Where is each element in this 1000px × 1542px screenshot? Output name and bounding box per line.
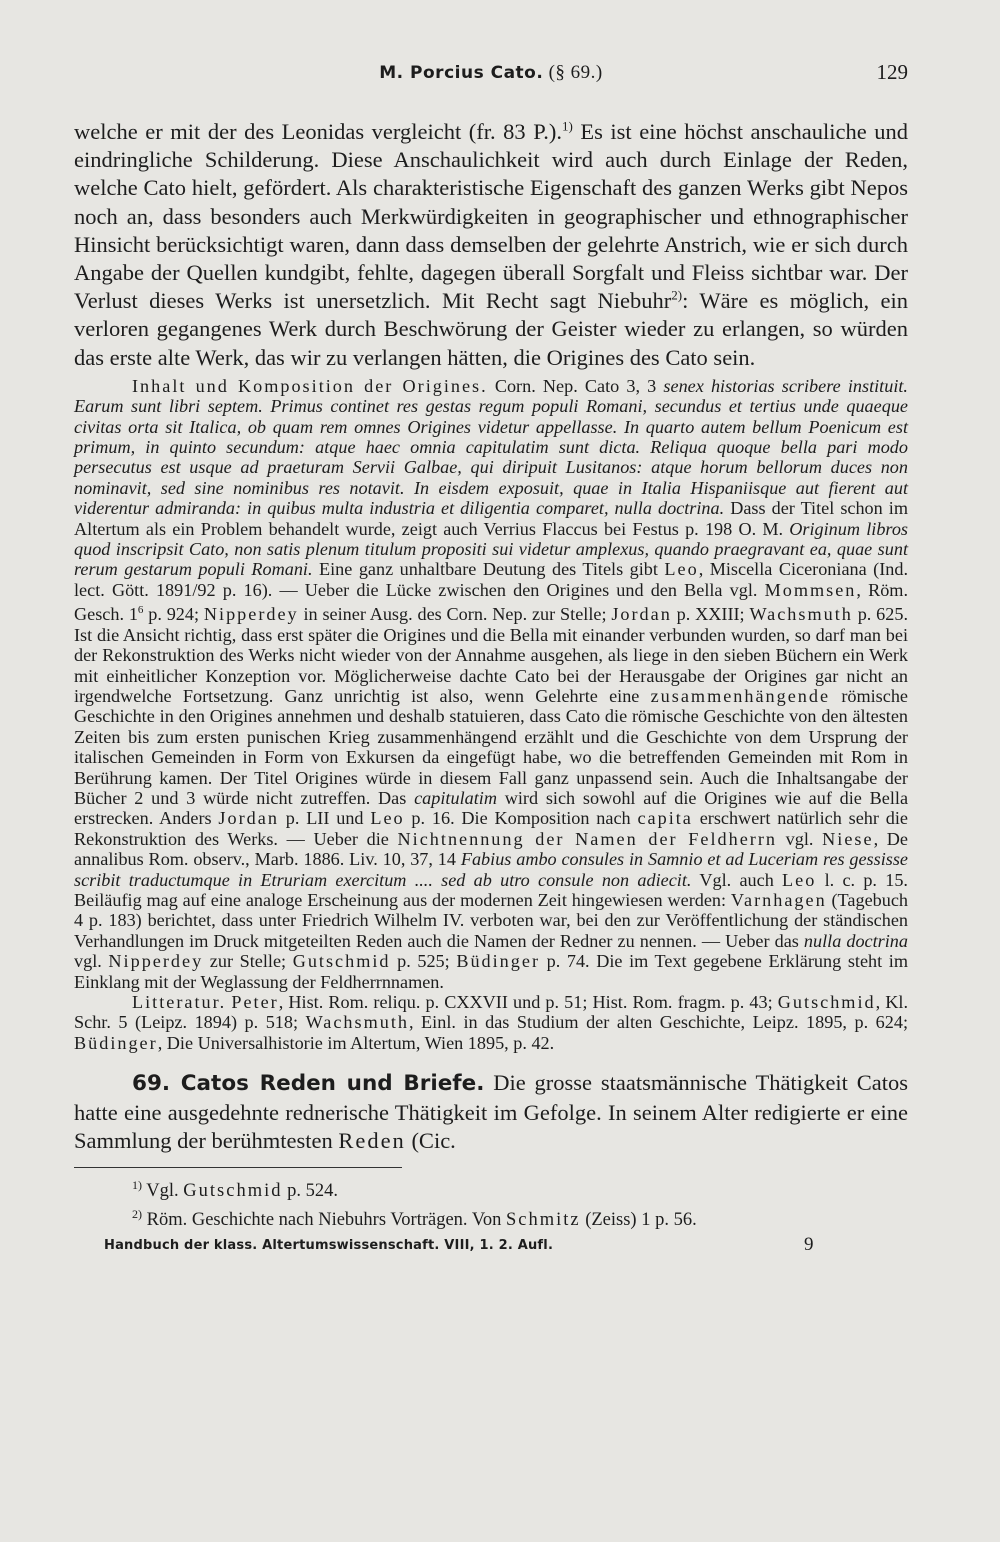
main-text-2: Es ist eine höchst anschauliche und eindringliche Schilderung. Diese Anschaulichkeit wird auch durch Einlage der Reden, welche Cato hielt, gefördert. Als charakteristische Eigenschaft des ganzen Werks gibt Nepos noch an, dass besonders auch Merkwürdigkeiten in geographischer und ethnographischer Hinsicht berücksichtigt waren, dann dass demselben der gelehrte Anstrich, wie er sich durch Angabe der Quellen kundgibt, fehlte, dagegen überall Sorgfalt und Fleiss sichtbar war. Der Verlust dieses Werks ist unersetzlich. Mit Recht sagt Niebuhr (74, 119, 908, 314)
note-text: (Tagebuch 4 p. 183) berichtet, dass unter Friedrich Wilhelm IV. verboten war, bei den zur Veröffentlichung der ständischen Verhandlungen im Druck mitgeteilten Reden auch die Namen der Redner zu nennen. — Ueber das (74, 890, 908, 951)
note-text: , Die Universalhistorie im Altertum, Wien 1895, p. 42. (157, 1032, 555, 1053)
author-name: Leo (370, 808, 405, 829)
author-name: Peter (231, 992, 279, 1013)
author-name: Wachsmuth (305, 1012, 409, 1033)
section-text: Die grosse staatsmännische Thätigkeit Catos hatte eine ausgedehnte rednerische Thätigkeit im Gefolge. In seinem Alter redigierte er eine Sammlung der berühmtesten (74, 1070, 908, 1153)
author-name: Leo (782, 869, 817, 890)
author-name: Büdinger (74, 1032, 158, 1053)
footnote-1 (132, 1174, 908, 1203)
emphasis-spaced: Nichtnennung der Namen der Feldherrn (397, 828, 777, 849)
note-text: , Kl. Schr. 5 (Leipz. 1894) p. 518; (74, 992, 909, 1033)
footnote-text: Röm. Geschichte nach Niebuhrs Vorträgen. Von (142, 1210, 506, 1231)
footnote-text: p. 524. (282, 1181, 338, 1202)
note-text: p. 74. Die im Text gegebene Erklärung steht im Einklang mit der Weglassung der Feldherrnnamen. (74, 951, 908, 992)
note-text: , Miscella Ciceroniana (Ind. lect. Gött. 1891/92 p. 16). — Ueber die Lücke zwischen den Origines und den Bella vgl. (74, 559, 909, 600)
running-head (74, 58, 908, 92)
footnote-mark: 2) (132, 1207, 142, 1222)
author-name: Varnhagen (730, 890, 827, 911)
emphasis-spaced: capita (637, 808, 693, 829)
running-title-name: M. Porcius Cato. (379, 63, 544, 83)
note-text: , Einl. in das Studium der alten Geschichte, Leipz. 1895, p. 624; (408, 1012, 908, 1033)
note-block (74, 376, 908, 1053)
author-name: Nipperdey (203, 604, 299, 625)
note-text: , De annalibus Rom. observ., Marb. 1886. Liv. 10, 37, 14 (74, 828, 908, 870)
footnote-text: (Zeiss) 1 p. 56. (580, 1210, 697, 1231)
author-name: Jordan (218, 808, 279, 829)
section-heading: 69. Catos Reden und Briefe. (132, 1071, 485, 1097)
section-69 (74, 1069, 908, 1155)
note-text: zur Stelle; (203, 951, 293, 972)
note-quote: Fabius ambo consules in Samnio et ad Luceriam res gessisse scribit traductumque in Etruriam exercitum .... sed ab utro consule non adiecit. (74, 849, 908, 890)
signature-mark: 9 (804, 1234, 814, 1256)
author-name: Niese (822, 828, 874, 849)
note-text: , Röm. Gesch. 1 (74, 579, 908, 625)
author-name: Nipperdey (108, 951, 204, 972)
note-text: p. 625. Ist die Ansicht richtig, dass erst später die Origines und die Bella mit einander verbunden wurden, so darf man bei der Rekonstruktion des Werks nicht wieder von der Annahme ausgehen, als liege in den sieben Büchern ein Werk mit einheitlicher Konzeption vor. Möglicherweise dachte Cato bei der Herausgabe der Origines gar nicht an irgendwelche Fortsetzung. Ganz unrichtig ist also, wenn Gelehrte eine (74, 604, 908, 706)
note-text: Dass der Titel schon im Altertum als ein Problem behandelt wurde, zeigt auch Verrius Flaccus bei Festus p. 198 O. M. (74, 498, 908, 539)
edition-superscript: 6 (137, 604, 144, 617)
author-name: Jordan (611, 604, 672, 625)
footnote-mark: 1) (132, 1177, 142, 1192)
note-text: p. 16. Die Komposition nach (404, 808, 638, 829)
running-title-section: (§ 69.) (543, 62, 603, 83)
note-text: vgl. (776, 828, 823, 849)
note-quote: Originum libros quod inscripsit Cato, non satis plenum titulum propositi sui videtur amplexus, quando praegravant ea, quae sunt rerum gestarum populi Romani. (74, 518, 908, 580)
author-name: Wachsmuth (749, 604, 853, 625)
note-text: römische Geschichte in den Origines annehmen und deshalb statuieren, dass Cato die römische Geschichte von den ältesten Zeiten bis zum ersten punischen Krieg zusammenhängend erzählt und die Geschichte von dem Ursprung der italischen Gemeinden in Form von Exkursen da eingefügt habe, wo die betreffenden Gemeinden mit Rom in Berührung kamen. Der Titel Origines würde in diesem Fall ganz unpassend sein. Auch die Inhaltsangabe der Bücher 2 und 3 würde nicht zutreffen. Das (74, 685, 908, 809)
main-text-3: : Wäre es möglich, ein verloren gegangenes Werk durch Beschwörung der Geister wieder zu erlangen, so würden das erste alte Werk, das wir zu verlangen hätten, die Origines des Cato sein. (74, 288, 908, 370)
note-text: l. c. p. 15. Beiläufig mag auf eine analoge Erscheinung aus der modernen Zeit hingewiesen werden: (74, 869, 908, 911)
page (74, 58, 908, 1258)
note-text: , Hist. Rom. reliqu. p. CXXVII und p. 51; Hist. Rom. fragm. p. 43; (278, 992, 778, 1013)
running-title (74, 62, 908, 84)
author-name: Gutschmid (292, 951, 391, 972)
emphasis-spaced: Reden (338, 1127, 406, 1153)
main-text-1: welche er mit der des Leonidas vergleicht (fr. 83 P.). (74, 119, 562, 144)
footnote-2 (132, 1203, 908, 1232)
imprint-line: Handbuch der klass. Altertumswissenschaft. VIII, 1. 2. Aufl. (104, 1238, 554, 1254)
note-text: Eine ganz unhaltbare Deutung des Titels gibt (312, 559, 665, 580)
note-text: wird sich sowohl auf die Origines wie auf die Bella erstrecken. Anders (74, 788, 909, 829)
section-text: (Cic. (405, 1127, 456, 1153)
main-paragraph (74, 118, 908, 372)
note-text: vgl. (74, 951, 109, 972)
literature-heading: Litteratur. (132, 992, 227, 1013)
note-text: p. 525; (390, 951, 457, 972)
note-quote: senex historias scribere instituit. Earum sunt libri septem. Primus continet res gestas regum populi Romani, secundus et tertius unde quaeque civitas orta sit Italica, ob quam rem omnes Origines videtur appellasse. In quarto autem bellum Poenicum est primum, in quinto secundum: atque haec omnia capitulatim sunt dicta. Reliqua quoque bella pari modo persecutus est usque ad praeturam Servii Galbae, qui diripuit Lusitanos: atque horum bellorum duces non nominavit, sed sine nominibus res notavit. In eisdem exposuit, quae in Italia Hispaniisque aut fierent aut viderentur admiranda: in quibus multa industria et diligentia comparet, nulla doctrina. (74, 375, 908, 519)
author-name: Büdinger (456, 951, 541, 972)
author-name: Schmitz (505, 1210, 581, 1231)
note-text: Vgl. auch (691, 869, 783, 890)
footnote-text: Vgl. (142, 1181, 184, 1202)
emphasis-spaced: zusammenhängende (650, 685, 831, 706)
note-text: in seiner Ausg. des Corn. Nep. zur Stelle; (298, 604, 612, 625)
author-name: Leo (664, 559, 699, 580)
note-quote: capitulatim (414, 788, 497, 809)
note-content-composition (74, 376, 908, 992)
note-quote: nulla doctrina (803, 930, 908, 951)
footnote-rule (74, 1167, 402, 1168)
footnote-ref-2[interactable]: 2) (671, 287, 683, 303)
note-text: p. LII und (278, 808, 371, 829)
note-text: Corn. Nep. Cato 3, 3 (487, 375, 664, 396)
footnotes (74, 1174, 908, 1232)
author-name: Mommsen (764, 579, 857, 600)
author-name: Gutschmid (777, 992, 876, 1013)
page-footer (74, 1234, 908, 1258)
note-text: p. XXIII; (671, 604, 750, 625)
footnote-ref-1[interactable]: 1) (561, 118, 573, 134)
note-text: erschwert natürlich sehr die Rekonstruktion des Werks. — Ueber die (74, 808, 908, 849)
note-heading: Inhalt und Komposition der Origines. (132, 375, 488, 396)
note-text: p. 924; (143, 604, 204, 625)
page-number: 129 (876, 60, 908, 84)
literature-note (74, 992, 908, 1053)
author-name: Gutschmid (183, 1181, 283, 1202)
